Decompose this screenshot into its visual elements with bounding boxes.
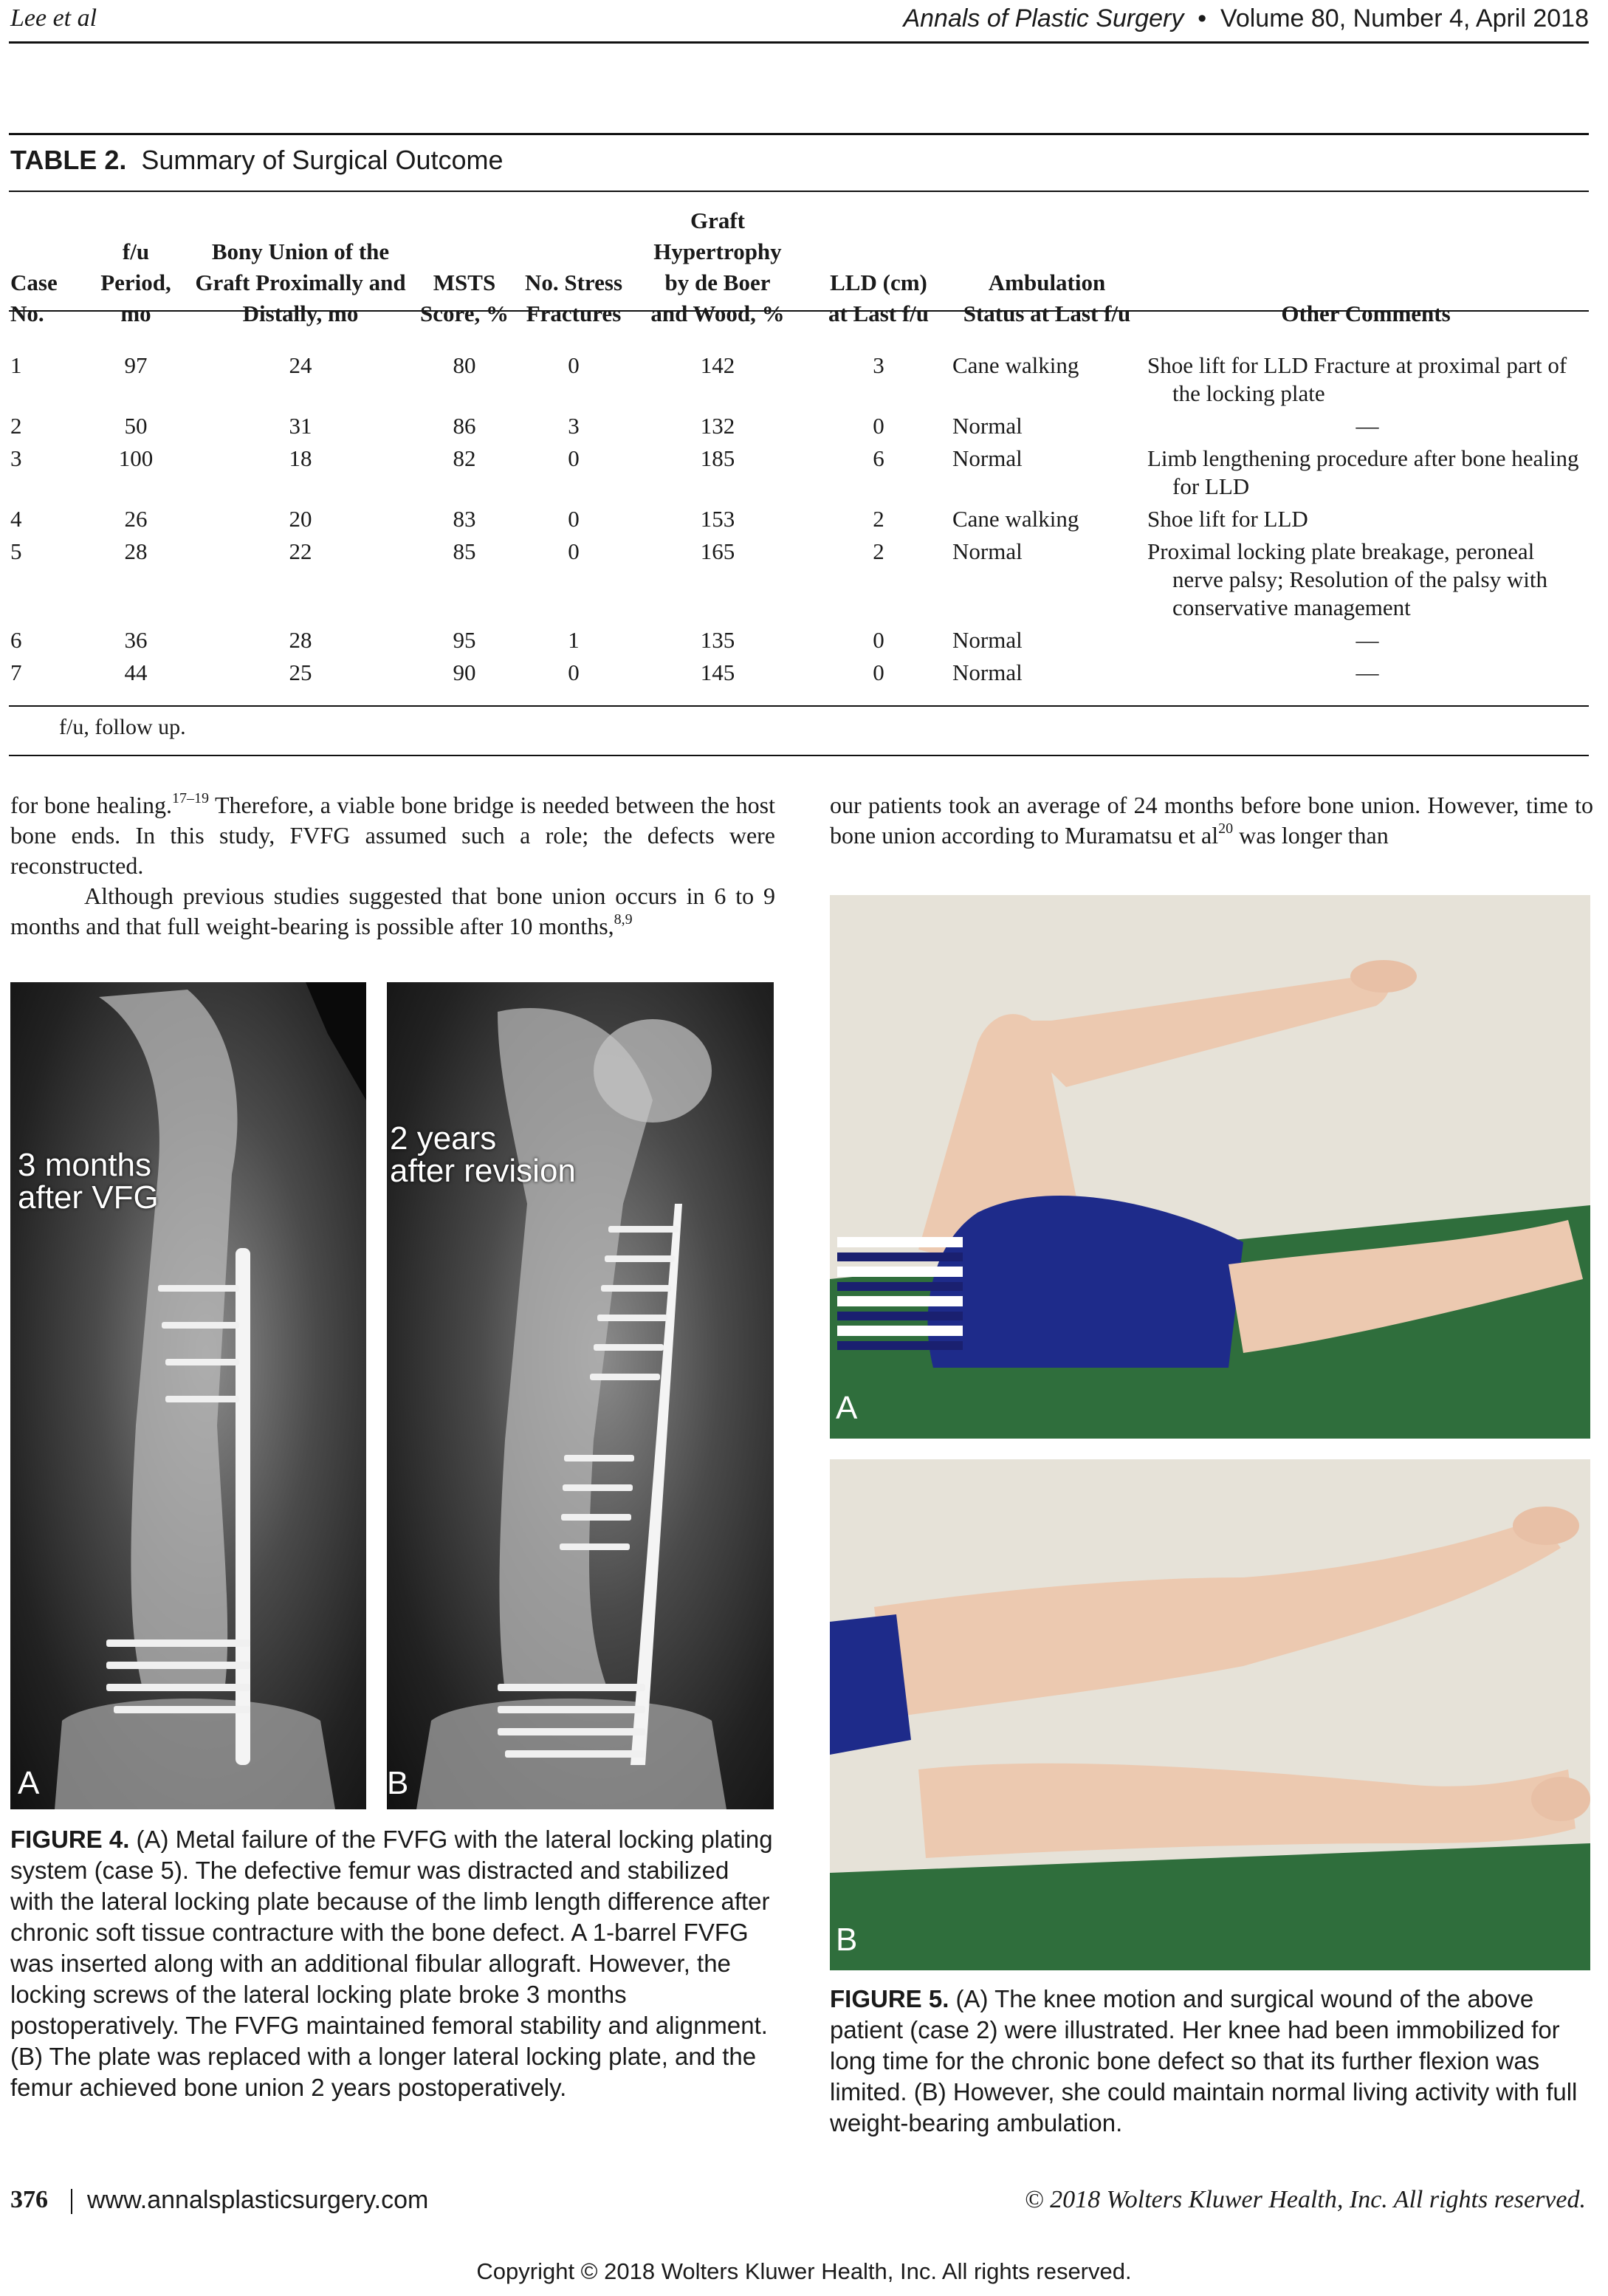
figure5-label: FIGURE 5. xyxy=(830,1985,949,2012)
journal-name: Annals of Plastic Surgery xyxy=(903,4,1184,32)
cell-fu: 50 xyxy=(124,413,148,439)
cell-stress: 1 xyxy=(568,627,580,653)
cell-case: 4 xyxy=(10,506,22,532)
cell-case: 5 xyxy=(10,538,22,564)
cell-union: 24 xyxy=(289,352,312,378)
running-head-journal xyxy=(903,4,1589,33)
cell-fu: 36 xyxy=(124,627,148,653)
table-rule-header-top xyxy=(9,191,1589,192)
cell-union: 20 xyxy=(289,506,312,532)
header-bullet: • xyxy=(1198,4,1207,32)
cell-union: 18 xyxy=(289,445,312,471)
cell-comments: — xyxy=(1356,659,1379,685)
cell-msts: 95 xyxy=(453,627,476,653)
cell-union: 28 xyxy=(289,627,312,653)
figure5-panel-b xyxy=(830,1459,1590,1970)
cell-lld: 0 xyxy=(873,413,884,439)
col-header-ambulation: Ambulation Status at Last f/u xyxy=(963,270,1131,326)
surgical-outcome-table xyxy=(9,205,1589,689)
cell-lld: 2 xyxy=(873,538,884,564)
panel-label-a: A xyxy=(836,1390,858,1426)
table-title xyxy=(10,145,504,176)
citation: 17–19 xyxy=(171,790,209,806)
col-header-comments: Other Comments xyxy=(1281,301,1451,326)
cell-hypertrophy: 185 xyxy=(700,445,735,471)
cell-hypertrophy: 135 xyxy=(700,627,735,653)
cell-ambulation: Cane walking xyxy=(952,352,1079,378)
col-header-msts: MSTS Score, % xyxy=(420,270,509,326)
cell-hypertrophy: 142 xyxy=(700,352,735,378)
cell-hypertrophy: 165 xyxy=(700,538,735,564)
cell-ambulation: Normal xyxy=(952,659,1023,685)
table-footnote: f/u, follow up. xyxy=(59,715,186,739)
paragraph: for bone healing.$^{17-19}$ Therefore, a viable bone bridge is needed between the host bone ends. In this study, FVFG assumed such a role; the defects were reconstructed. xyxy=(10,790,775,879)
cell-lld: 0 xyxy=(873,627,884,653)
cell-union: 22 xyxy=(289,538,312,564)
header-rule xyxy=(9,41,1589,44)
figure5-caption: FIGURE 5. (A) The knee motion and surgical wound of the above patient (case 2) were illustrated. Her knee had been immobilized for long time for the chronic bone defect so that its further flexion was limited. (B) However, she could maintain normal living activity with full weight-bearing ambulation. xyxy=(830,1985,1578,2136)
paragraph: our patients took an average of 24 months before bone union. However, time to bone union according to Muramatsu et $al^{20}$ was longer than xyxy=(830,792,1593,849)
figure5-panel-a xyxy=(830,895,1590,1439)
femur-xray-b-icon xyxy=(387,982,774,1809)
cell-union: 31 xyxy=(289,413,312,439)
xray-a-annotation: 3 months after VFG xyxy=(18,1147,159,1216)
leg-extension-photo-icon xyxy=(830,1459,1590,1970)
figure4-panel-b xyxy=(387,982,774,1809)
cell-case: 1 xyxy=(10,352,22,378)
table-row xyxy=(9,535,1589,624)
cell-case: 2 xyxy=(10,413,22,439)
cell-comments: Limb lengthening procedure after bone healing for LLD xyxy=(1147,445,1579,499)
cell-stress: 0 xyxy=(568,506,580,532)
right-column-text xyxy=(830,790,1593,851)
paragraph: Although previous studies suggested that bone union occurs in 6 to 9 months and that full weight-bearing is possible after 10 months,$^{8,9}$ xyxy=(10,883,775,939)
table-row xyxy=(9,338,1589,410)
col-header-fu: f/u Period, mo xyxy=(100,239,171,326)
cell-fu: 97 xyxy=(124,352,148,378)
cell-fu: 28 xyxy=(124,538,148,564)
cell-msts: 83 xyxy=(453,506,476,532)
cell-comments: Shoe lift for LLD xyxy=(1147,506,1308,532)
left-column-text xyxy=(10,790,775,942)
cell-ambulation: Normal xyxy=(952,538,1023,564)
table-row xyxy=(9,624,1589,657)
cell-msts: 80 xyxy=(453,352,476,378)
journal-url[interactable]: www.annalsplasticsurgery.com xyxy=(87,2186,429,2214)
cell-ambulation: Normal xyxy=(952,627,1023,653)
table-row xyxy=(9,442,1589,503)
cell-union: 25 xyxy=(289,659,312,685)
panel-label-b: B xyxy=(387,1765,409,1801)
table-row xyxy=(9,410,1589,442)
cell-lld: 6 xyxy=(873,445,884,471)
cell-msts: 86 xyxy=(453,413,476,439)
cell-ambulation: Normal xyxy=(952,413,1023,439)
panel-label-b: B xyxy=(836,1922,858,1958)
cell-ambulation: Normal xyxy=(952,445,1023,471)
cell-lld: 2 xyxy=(873,506,884,532)
figure4-caption: FIGURE 4. (A) Metal failure of the FVFG with the lateral locking plating system (case 5). The defective femur was distracted and stabilized with the lateral locking plate because of the limb length difference after chronic soft tissue contracture with the bone defect. A 1-barrel FVFG was inserted along with an additional fibular allograft. However, the locking screws of the lateral locking plate broke 3 months postoperatively. The FVFG maintained femoral stability and alignment. (B) The plate was replaced with a longer lateral locking plate, and the femur achieved bone union 2 years postoperatively. xyxy=(10,1826,773,2101)
figure4-label: FIGURE 4. xyxy=(10,1826,130,1853)
col-header-stress: No. Stress Fractures xyxy=(524,270,623,326)
cell-stress: 0 xyxy=(568,352,580,378)
cell-msts: 85 xyxy=(453,538,476,564)
table-rule-bottom xyxy=(9,705,1589,707)
citation: 20 xyxy=(1218,820,1234,837)
cell-lld: 0 xyxy=(873,659,884,685)
figure4-panel-a xyxy=(10,982,366,1809)
femur-xray-a-icon xyxy=(10,982,366,1809)
table-row xyxy=(9,657,1589,689)
cell-msts: 82 xyxy=(453,445,476,471)
xray-b-annotation: 2 years after revision xyxy=(390,1120,576,1189)
col-header-case: Case No. xyxy=(10,270,58,326)
table-caption: Summary of Surgical Outcome xyxy=(141,145,504,175)
cell-comments: Shoe lift for LLD Fracture at proximal part of the locking plate xyxy=(1147,352,1567,406)
table-row xyxy=(9,503,1589,535)
citation: 8,9 xyxy=(614,911,633,928)
table-label: TABLE 2. xyxy=(10,145,127,175)
cell-fu: 100 xyxy=(118,445,154,471)
panel-label-a: A xyxy=(18,1765,40,1801)
cell-comments: — xyxy=(1356,413,1379,439)
table-rule-top xyxy=(9,133,1589,135)
cell-lld: 3 xyxy=(873,352,884,378)
cell-comments: — xyxy=(1356,627,1379,653)
running-head-author: Lee et al xyxy=(10,4,97,32)
table-rule-end xyxy=(9,755,1589,756)
cell-ambulation: Cane walking xyxy=(952,506,1079,532)
cell-case: 6 xyxy=(10,627,22,653)
cell-fu: 26 xyxy=(124,506,148,532)
cell-stress: 0 xyxy=(568,445,580,471)
cell-hypertrophy: 132 xyxy=(700,413,735,439)
cell-stress: 0 xyxy=(568,659,580,685)
bottom-copyright: Copyright © 2018 Wolters Kluwer Health, Inc. All rights reserved. xyxy=(476,2258,1132,2284)
col-header-hypertrophy: Graft Hypertrophy by de Boer and Wood, % xyxy=(650,208,785,326)
cell-hypertrophy: 153 xyxy=(700,506,735,532)
col-header-lld: LLD (cm) at Last f/u xyxy=(828,270,930,326)
cell-stress: 3 xyxy=(568,413,580,439)
cell-stress: 0 xyxy=(568,538,580,564)
volume-info: Volume 80, Number 4, April 2018 xyxy=(1220,4,1589,32)
cell-comments: Proximal locking plate breakage, peroneal nerve palsy; Resolution of the palsy with conservative management xyxy=(1147,538,1547,620)
cell-hypertrophy: 145 xyxy=(700,659,735,685)
footer-separator xyxy=(71,2189,72,2214)
cell-case: 7 xyxy=(10,659,22,685)
footer-copyright: © 2018 Wolters Kluwer Health, Inc. All rights reserved. xyxy=(1024,2186,1586,2213)
cell-case: 3 xyxy=(10,445,22,471)
cell-fu: 44 xyxy=(124,659,148,685)
page-number: 376 xyxy=(10,2186,48,2213)
cell-msts: 90 xyxy=(453,659,476,685)
table-header-row xyxy=(9,205,1589,338)
knee-flexion-photo-icon xyxy=(830,895,1590,1439)
col-header-bony-union: Bony Union of the Graft Proximally and Distally, mo xyxy=(195,239,406,326)
